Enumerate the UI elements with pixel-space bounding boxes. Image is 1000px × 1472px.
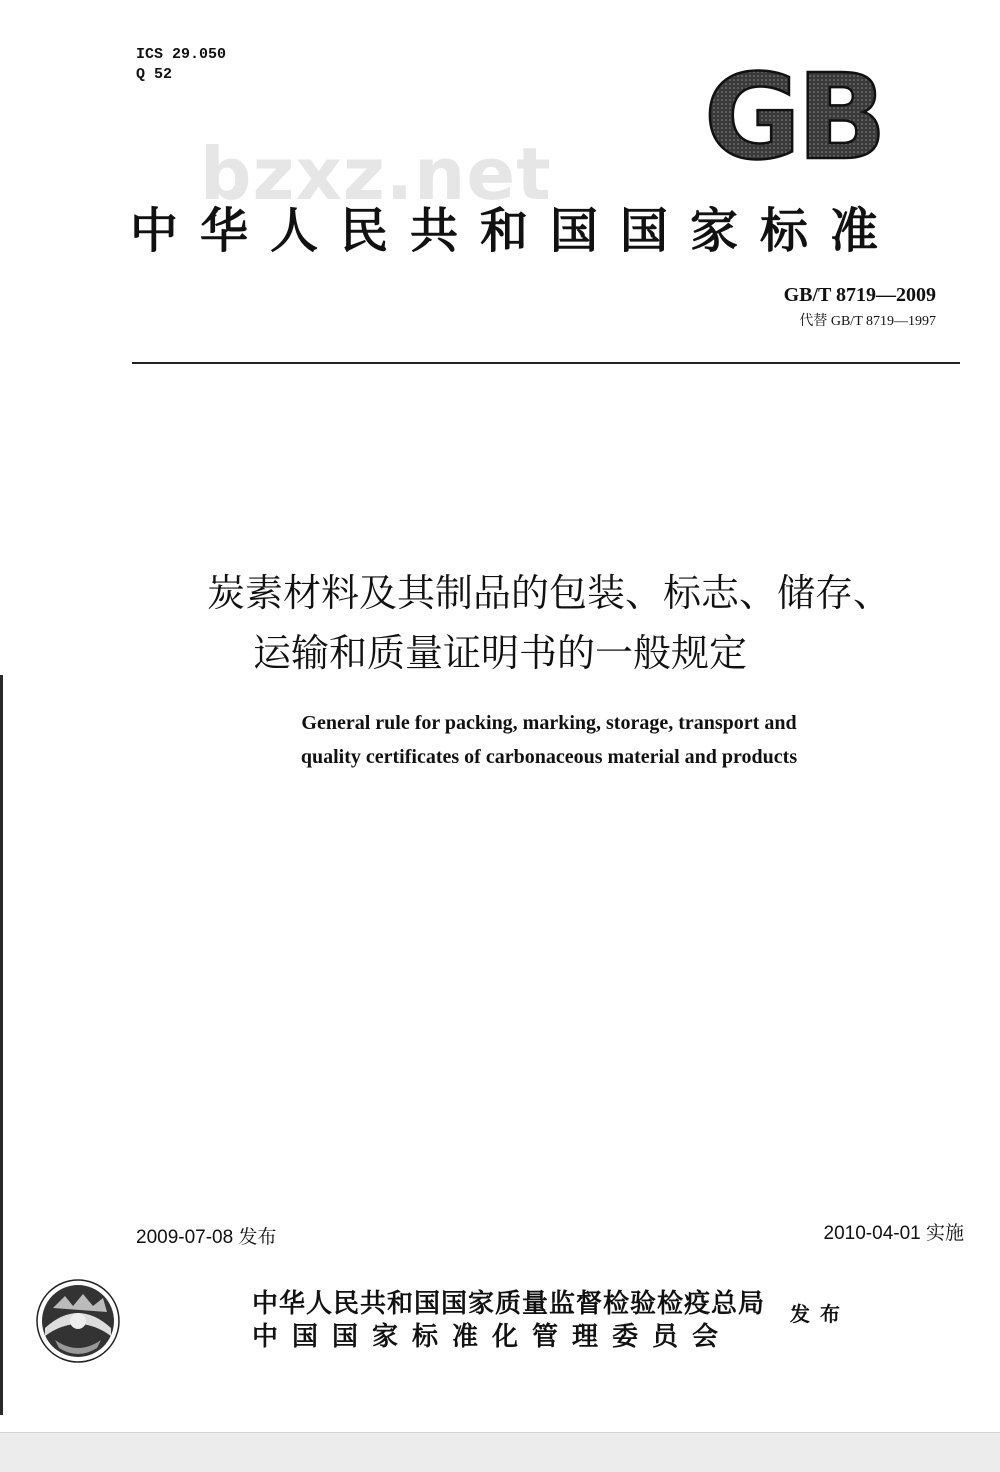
publish-date: 2009-07-08 发布 (136, 1227, 277, 1248)
watermark: bzxz.net (200, 132, 552, 216)
header-divider (132, 362, 960, 364)
ccs-code: Q 52 (136, 66, 173, 83)
issuer-emblem-icon (35, 1278, 121, 1364)
document-title-line1: 炭素材料及其制品的包装、标志、储存、 (206, 571, 891, 615)
english-title-line1: General rule for packing, marking, storage, transport and (301, 712, 797, 734)
issuer-line2: 中国国家标准化管理委员会 (252, 1322, 733, 1352)
page-edge-shadow (0, 675, 3, 1415)
gb-logo-text: GB (704, 58, 883, 166)
viewer-footer-band (0, 1432, 1000, 1472)
replaces-standard: 代替 GB/T 8719—1997 (799, 314, 936, 329)
gb-logo-icon (700, 58, 910, 166)
implementation-date: 2010-04-01 实施 (823, 1223, 964, 1244)
national-standard-title: 中华人民共和国国家标准 (130, 203, 901, 259)
issue-label: 发布 (790, 1302, 850, 1326)
document-title-line2: 运输和质量证明书的一般规定 (252, 631, 747, 675)
english-title-line2: quality certificates of carbonaceous material and products (300, 746, 798, 768)
classification-codes (136, 45, 226, 85)
issuer-line1: 中华人民共和国国家质量监督检验检疫总局 (252, 1289, 766, 1319)
standard-number: GB/T 8719—2009 (783, 284, 936, 306)
ics-code: ICS 29.050 (136, 46, 227, 63)
